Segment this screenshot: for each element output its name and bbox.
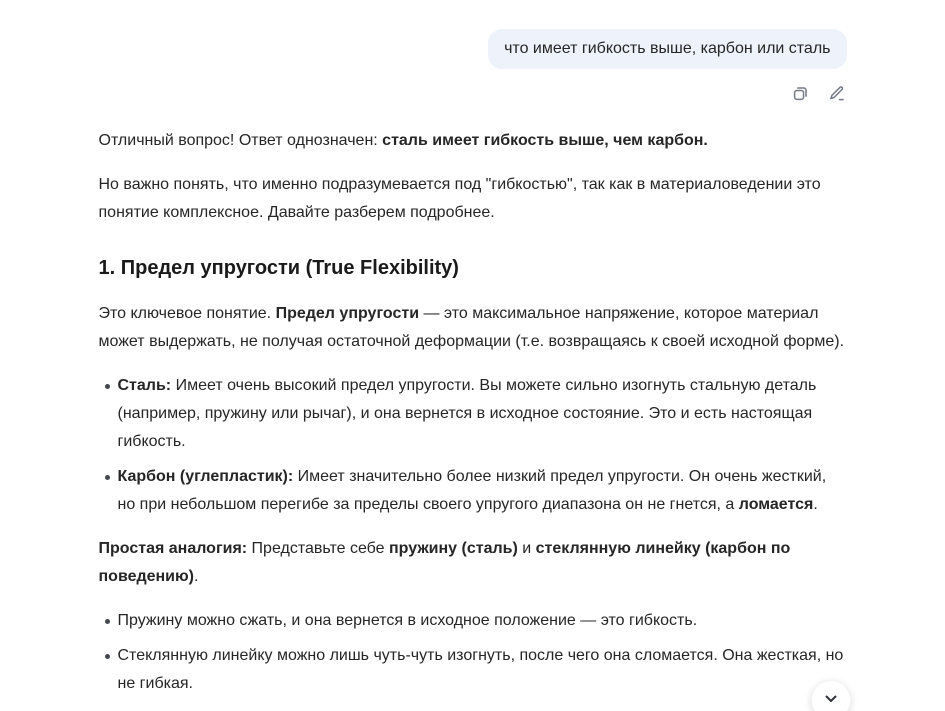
section-heading: 1. Предел упругости (True Flexibility) — [98, 257, 459, 279]
copy-icon — [791, 84, 810, 103]
edit-button[interactable] — [827, 83, 847, 103]
list-item: Пружину можно сжать, и она вернется в исходное положение — это гибкость. — [99, 607, 847, 635]
chat-column — [99, 0, 847, 698]
edit-icon — [827, 84, 846, 103]
assistant-message — [99, 127, 847, 698]
chevron-down-icon — [823, 691, 839, 710]
message-actions — [99, 83, 847, 103]
list-item: Стеклянную линейку можно лишь чуть-чуть изогнуть, после чего она сломается. Она жесткая, но не гибкая. — [99, 642, 847, 698]
paragraph: Простая аналогия: Представьте себе пружину (сталь) и стеклянную линейку (карбон по поведению). — [98, 540, 791, 585]
copy-button[interactable] — [791, 83, 811, 103]
user-message-bubble: что имеет гибкость выше, карбон или сталь — [488, 29, 846, 69]
paragraph: Это ключевое понятие. Предел упругости — это максимальное напряжение, которое материал может выдержать, не получая остаточной деформации (т.е. возвращаясь к своей исходной форме). — [98, 305, 845, 350]
bullet-list — [99, 372, 847, 519]
paragraph: Но важно понять, что именно подразумевается под "гибкостью", так как в материаловедении это понятие комплексное. Давайте разберем подробнее. — [98, 176, 821, 221]
user-message-row — [99, 29, 847, 69]
list-item: Карбон (углепластик): Имеет значительно более низкий предел упругости. Он очень жесткий, но при небольшом перегибе за пределы своего упругого диапазона он не гнется, а ломается. — [99, 463, 847, 519]
list-item: Сталь: Имеет очень высокий предел упругости. Вы можете сильно изогнуть стальную деталь (например, пружину или рычаг), и она вернется в исходное состояние. Это и есть настоящая гибкость. — [99, 372, 847, 456]
bullet-list — [99, 607, 847, 698]
paragraph: Отличный вопрос! Ответ однозначен: сталь имеет гибкость выше, чем карбон. — [98, 132, 708, 149]
